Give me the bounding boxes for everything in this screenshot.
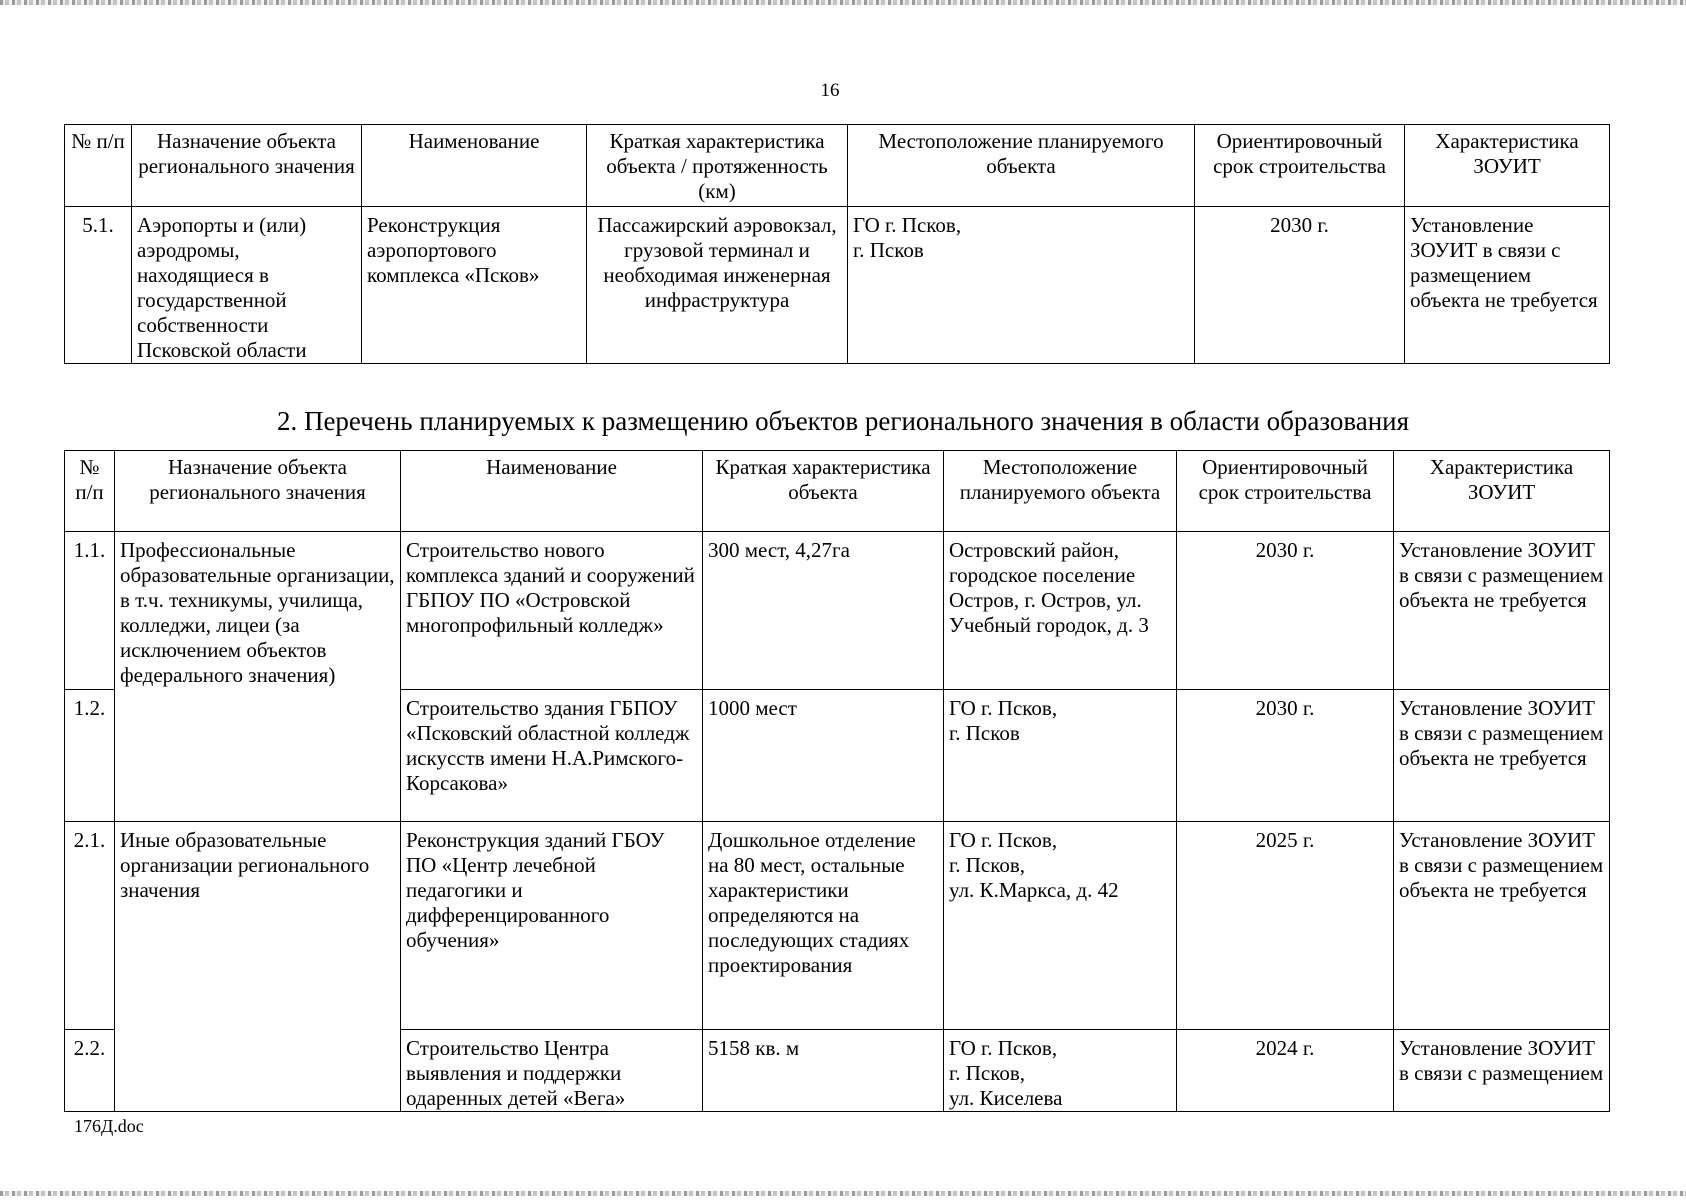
table-header-row <box>65 451 1610 532</box>
header-name: Наименование <box>401 451 703 532</box>
cell-term: 2030 г. <box>1177 532 1394 690</box>
cell-zouit: Установление ЗОУИТ в связи с размещением <box>1394 1030 1610 1112</box>
header-zouit: Характеристика ЗОУИТ <box>1394 451 1610 532</box>
cell-location: ГО г. Псков, г. Псков, ул. К.Маркса, д. 42 <box>944 822 1177 1030</box>
table-education-objects <box>64 450 1610 1112</box>
table-header-row <box>65 125 1610 207</box>
cell-name: Строительство Центра выявления и поддержки одаренных детей «Вега» <box>401 1030 703 1112</box>
cell-num: 2.1. <box>65 822 115 1030</box>
page-number: 16 <box>820 80 840 101</box>
cell-zouit: Установление ЗОУИТ в связи с размещением объекта не требуется <box>1405 207 1610 364</box>
cell-zouit: Установление ЗОУИТ в связи с размещением объекта не требуется <box>1394 532 1610 690</box>
table-row <box>65 822 1610 1030</box>
header-num: № п/п <box>65 451 115 532</box>
cell-description: 1000 мест <box>703 690 944 822</box>
cell-num: 2.2. <box>65 1030 115 1112</box>
cell-name: Строительство нового комплекса зданий и сооружений ГБПОУ ПО «Островской многопрофильный колледж» <box>401 532 703 690</box>
cell-zouit: Установление ЗОУИТ в связи с размещением объекта не требуется <box>1394 822 1610 1030</box>
cell-num: 1.1. <box>65 532 115 690</box>
section-title: 2. Перечень планируемых к размещению объектов регионального значения в области образования <box>276 406 1410 436</box>
cell-term: 2024 г. <box>1177 1030 1394 1112</box>
header-purpose: Назначение объекта регионального значения <box>115 451 401 532</box>
table-row <box>65 207 1610 364</box>
cell-location: ГО г. Псков, г. Псков <box>944 690 1177 822</box>
cell-location: ГО г. Псков, г. Псков, ул. Киселева <box>944 1030 1177 1112</box>
cell-name: Реконструкция зданий ГБОУ ПО «Центр лечебной педагогики и дифференцированного обучения» <box>401 822 703 1030</box>
header-location: Местоположение планируемого объекта <box>848 125 1195 207</box>
cell-description: Пассажирский аэровокзал, грузовой терминал и необходимая инженерная инфраструктура <box>587 207 848 364</box>
cell-term: 2030 г. <box>1177 690 1394 822</box>
cell-name: Реконструкция аэропортового комплекса «Псков» <box>362 207 587 364</box>
header-location: Местоположение планируемого объекта <box>944 451 1177 532</box>
header-name: Наименование <box>362 125 587 207</box>
header-purpose: Назначение объекта регионального значения <box>132 125 362 207</box>
cell-location: Островский район, городское поселение Остров, г. Остров, ул. Учебный городок, д. 3 <box>944 532 1177 690</box>
cell-description: 5158 кв. м <box>703 1030 944 1112</box>
cell-num: 5.1. <box>65 207 132 364</box>
header-zouit: Характеристика ЗОУИТ <box>1405 125 1610 207</box>
header-description: Краткая характеристика объекта <box>703 451 944 532</box>
cell-term: 2025 г. <box>1177 822 1394 1030</box>
footer-filename: 176Д.doc <box>74 1116 144 1136</box>
header-description: Краткая характеристика объекта / протяженность (км) <box>587 125 848 207</box>
cell-purpose: Аэропорты и (или) аэродромы, находящиеся в государственной собственности Псковской области <box>132 207 362 364</box>
scan-edge-bottom <box>0 1191 1686 1196</box>
cell-zouit: Установление ЗОУИТ в связи с размещением объекта не требуется <box>1394 690 1610 822</box>
header-num: № п/п <box>65 125 132 207</box>
table-row <box>65 532 1610 690</box>
cell-description: 300 мест, 4,27га <box>703 532 944 690</box>
cell-purpose: Иные образовательные организации регионального значения <box>115 822 401 1112</box>
cell-name: Строительство здания ГБПОУ «Псковский областной колледж искусств имени Н.А.Римского-Корсакова» <box>401 690 703 822</box>
header-term: Ориентировочный срок строительства <box>1195 125 1405 207</box>
header-term: Ориентировочный срок строительства <box>1177 451 1394 532</box>
scan-edge-top <box>0 0 1686 5</box>
table-transport-objects <box>64 124 1610 364</box>
cell-description: Дошкольное отделение на 80 мест, остальные характеристики определяются на последующих стадиях проектирования <box>703 822 944 1030</box>
cell-location: ГО г. Псков, г. Псков <box>848 207 1195 364</box>
cell-num: 1.2. <box>65 690 115 822</box>
cell-purpose: Профессиональные образовательные организации, в т.ч. техникумы, училища, колледжи, лицеи (за исключением объектов федерального значения) <box>115 532 401 822</box>
cell-term: 2030 г. <box>1195 207 1405 364</box>
